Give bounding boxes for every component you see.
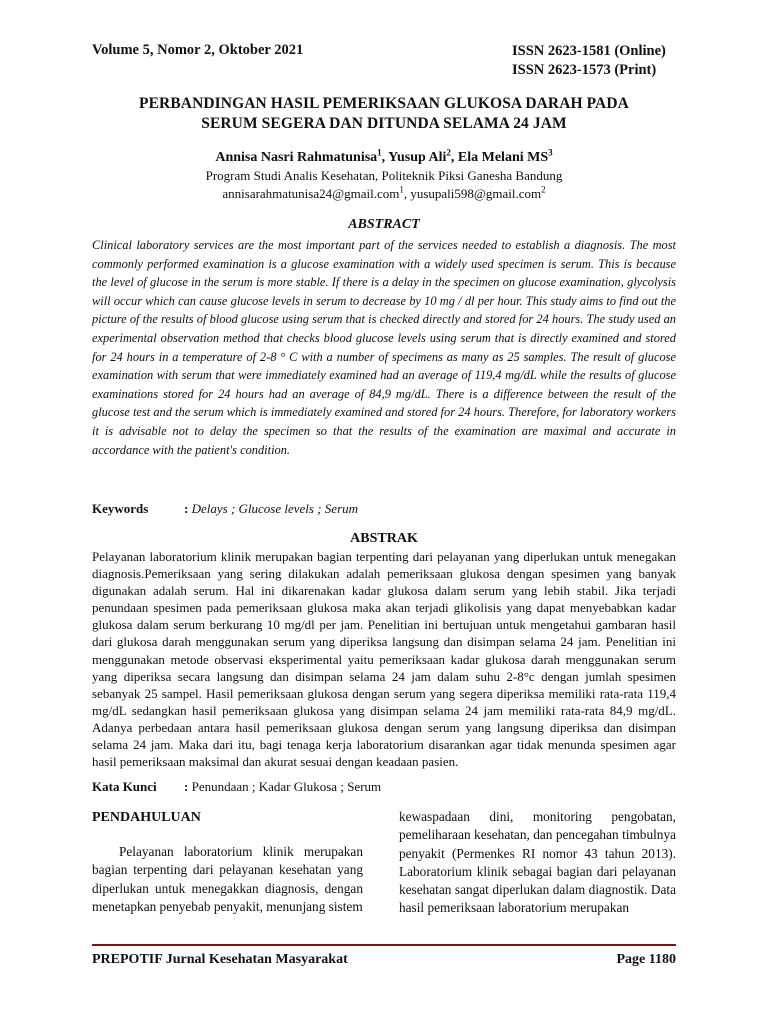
- author-sep: ,: [450, 150, 458, 165]
- keywords-label: Keywords: [92, 501, 149, 516]
- issn-block: [512, 42, 666, 80]
- abstrak-heading: ABSTRAK: [350, 531, 418, 546]
- kata-kunci-line: [92, 779, 381, 795]
- title-line-1: PERBANDINGAN HASIL PEMERIKSAAN GLUKOSA DARAH PADA: [139, 95, 629, 112]
- keywords-value: Delays ; Glucose levels ; Serum: [191, 501, 359, 516]
- email-link[interactable]: annisarahmatunisa24@gmail.com: [222, 186, 400, 201]
- author-sup: 3: [548, 147, 553, 158]
- kata-kunci-label: Kata Kunci: [92, 779, 157, 794]
- intro-paragraph-left: Pelayanan laboratorium klinik merupakan bagian terpenting dari pelayanan kesehatan yang diperlukan untuk menegakkan diagnosis, dengan menetapkan penyebab penyakit, menunjang sistem: [92, 844, 363, 914]
- issn-print: ISSN 2623-1573 (Print): [512, 62, 657, 78]
- abstract-heading: ABSTRACT: [348, 217, 420, 232]
- email-sup: 1: [399, 184, 404, 195]
- affiliation-block: [92, 167, 676, 203]
- journal-volume: Volume 5, Nomor 2, Oktober 2021: [92, 42, 304, 58]
- keywords-colon: :: [184, 501, 189, 516]
- abstract-text: Clinical laboratory services are the most important part of the services needed to establish a diagnosis. The most commonly performed examination is a glucose examination with a widely used specimen is serum. This is because the level of glucose in the serum is more stable. If there is a delay in the specimen on glucose examination, glycolysis will occur which can cause glucose levels in serum to decrease by 10 mg / dl per hour. This study aims to find out the picture of the results of blood glucose using serum that is checked directly and stored for 24 hours. The study used an experimental observation method that checks blood glucose levels using serum that is directly examined and stored for 24 hours in a temperature of 2-8 ° C with a number of specimens as many as 25 samples. The result of glucose examination with serum that were immediately examined had an average of 119,4 mg/dL while the results of glucose examinations stored for 24 hours had an average of 84,9 mg/dL. There is a difference between the result of the glucose test and the serum which is immediately examined and stored for 24 hours. Therefore, for laboratory workers it is advisable not to delay the specimen so that the results of the examination are maximal and accurate in accordance with the patient's condition.: [92, 238, 676, 457]
- issn-online: ISSN 2623-1581 (Online): [512, 43, 666, 59]
- intro-paragraph-right: kewaspadaan dini, monitoring pengobatan, pemeliharaan kesehatan, dan pencegahan timbulnya penyakit (Permenkes RI nomor 43 tahun 2013). Laboratorium klinik sebagai bagian dari pelayanan kesehatan sangat diperlukan dalam diagnostik. Data hasil pemeriksaan laboratorium merupakan: [399, 809, 676, 916]
- author-name: Annisa Nasri Rahmatunisa: [215, 150, 378, 165]
- paper-title: [92, 94, 676, 134]
- author-sup: 2: [446, 147, 451, 158]
- affiliation: Program Studi Analis Kesehatan, Politeknik Piksi Ganesha Bandung: [205, 168, 563, 183]
- footer-page-number: Page 1180: [616, 952, 676, 967]
- email-sep: ,: [403, 186, 411, 201]
- keywords-line: [92, 501, 358, 517]
- email-link[interactable]: yusupali598@gmail.com: [410, 186, 542, 201]
- title-line-2: SERUM SEGERA DAN DITUNDA SELAMA 24 JAM: [201, 115, 567, 132]
- author-name: Yusup Ali: [388, 150, 447, 165]
- author-name: Ela Melani MS: [457, 150, 549, 165]
- footer-divider: [92, 944, 676, 946]
- author-sup: 1: [377, 147, 382, 158]
- kata-kunci-value: Penundaan ; Kadar Glukosa ; Serum: [191, 779, 382, 794]
- author-list: [92, 147, 676, 166]
- footer-journal-name: PREPOTIF Jurnal Kesehatan Masyarakat: [92, 952, 348, 967]
- body-column-right: [399, 808, 676, 918]
- section-heading-pendahuluan: PENDAHULUAN: [92, 810, 201, 825]
- body-column-left: [92, 810, 363, 916]
- abstrak-text: Pelayanan laboratorium klinik merupakan bagian terpenting dari pelayanan yang diperlukan untuk menegakan diagnosis.Pemeriksaan yang sering dilakukan adalah pemeriksaan glukosa dengan spesimen yang banyak digunakan adalah serum. Hal ini dikarenakan kadar glukosa dalam serum yang lebih stabil. Jika terjadi penundaan spesimen pada pemeriksaan glukosa maka akan terjadi glikolisis yang dapat menyebabkan kadar glukosa dalam serum berkurang 10 mg/dl per jam. Penelitian ini bertujuan untuk mengetahui gambaran hasil dari glukosa darah menggunakan serum yang diperiksa langsung dan disimpan selama 24 jam. Penelitian ini menggunakan metode observasi eksperimental yaitu pemeriksaan kadar glukosa darah menggunakan serum yang diperiksa secara langsung dan disimpan selama 24 jam dalam suhu 2-8°c dengan jumlah spesimen sebanyak 25 sampel. Hasil pemeriksaan glukosa dengan serum yang segera diperiksa memiliki rata-rata 119,4 mg/dL sedangkan hasil pemeriksaan glukosa yang disimpan selama 24 jam memiliki rata-rata 84,9 mg/dL. Adanya perbedaan antara hasil pemeriksaan glukosa dengan serum yang langsung diperiksa dan disimpan selama 24 jam. Maka dari itu, bagi tenaga kerja laboratorium disarankan agar tidak menunda spesimen agar hasil pemeriksaan maksimal dan akurat sesuai dengan keadaan pasien.: [92, 549, 676, 770]
- author-sep: ,: [381, 150, 389, 165]
- email-list: [92, 185, 676, 203]
- kata-kunci-colon: :: [184, 779, 189, 794]
- email-sup: 2: [541, 184, 546, 195]
